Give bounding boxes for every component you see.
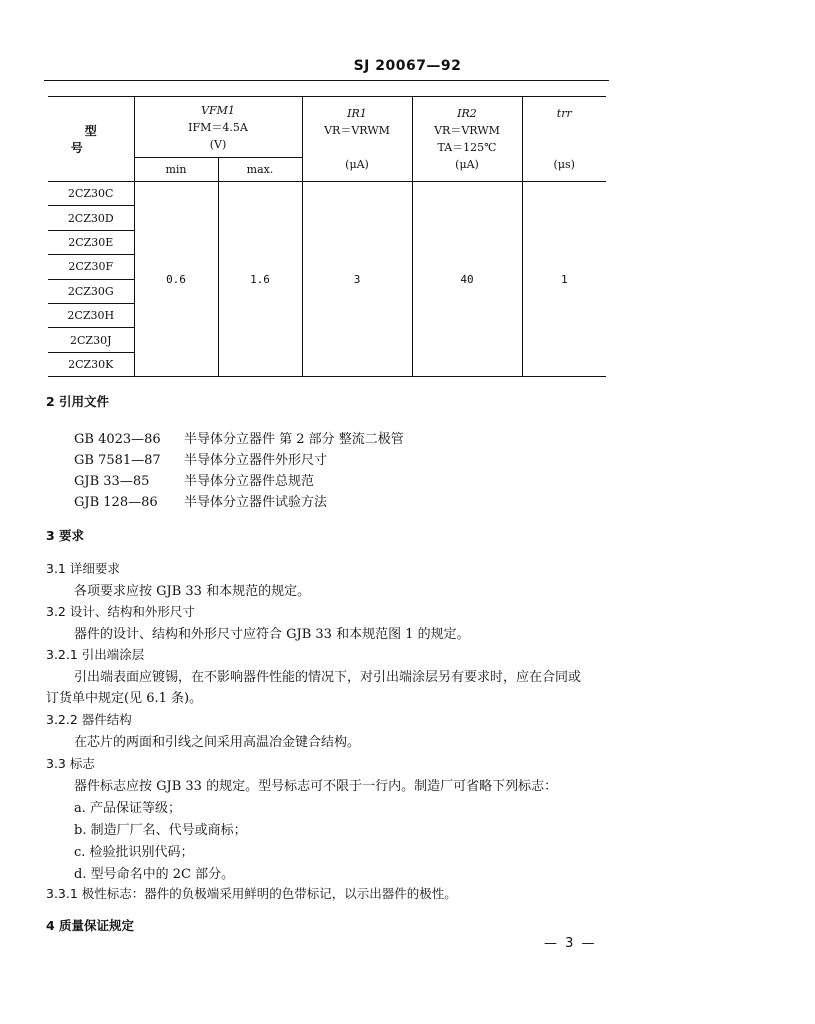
reference-item: GB 4023—86 半导体分立器件 第 2 部分 整流二极管 [74, 432, 404, 447]
trr-value: 1 [522, 182, 606, 377]
section-3-3-1-text: 3.3.1 极性标志：器件的负极端采用鲜明的色带标记，以示出器件的极性。 [46, 886, 457, 901]
model-cell: 2CZ30G [48, 279, 134, 303]
section-3-title: 3 要求 [46, 528, 85, 543]
marking-item: c. 检验批识别代码； [74, 845, 194, 860]
section-3-3-text: 器件标志应按 GJB 33 的规定。型号标志可不限于一行内。制造厂可省略下列标志： [74, 779, 558, 794]
vfm-max-header: max. [218, 158, 302, 182]
model-header: 型 号 [48, 97, 134, 182]
vfm-min-header: min [134, 158, 218, 182]
section-3-1-title: 3.1 详细要求 [46, 561, 120, 576]
model-cell: 2CZ30K [48, 352, 134, 376]
page-number: — 3 — [544, 936, 597, 951]
ir1-value: 3 [302, 182, 412, 377]
vfm-header: VFM1 IFM＝4.5A (V) [134, 97, 302, 158]
model-cell: 2CZ30D [48, 206, 134, 230]
vfm-max-value: 1.6 [218, 182, 302, 377]
header-rule [44, 80, 609, 81]
model-cell: 2CZ30E [48, 230, 134, 254]
reference-item: GJB 128—86 半导体分立器件试验方法 [74, 495, 328, 510]
section-3-2-text: 器件的设计、结构和外形尺寸应符合 GJB 33 和本规范图 1 的规定。 [74, 627, 470, 642]
document-number: SJ 20067—92 [353, 58, 462, 74]
section-3-2-1-text-cont: 订货单中规定(见 6.1 条)。 [46, 691, 203, 706]
section-3-2-1-title: 3.2.1 引出端涂层 [46, 647, 145, 662]
section-3-2-title: 3.2 设计、结构和外形尺寸 [46, 604, 195, 619]
reference-item: GB 7581—87 半导体分立器件外形尺寸 [74, 453, 328, 468]
marking-item: d. 型号命名中的 2C 部分。 [74, 867, 235, 882]
trr-header: trr (μs) [522, 97, 606, 182]
section-3-2-2-text: 在芯片的两面和引线之间采用高温冶金键合结构。 [74, 735, 361, 750]
model-cell: 2CZ30F [48, 255, 134, 279]
ir2-header: IR2 VR＝VRWM TA＝125℃ (μA) [412, 97, 522, 182]
section-3-3-title: 3.3 标志 [46, 756, 95, 771]
section-3-2-2-title: 3.2.2 器件结构 [46, 712, 132, 727]
ir1-header: IR1 VR＝VRWM (μA) [302, 97, 412, 182]
section-4-title: 4 质量保证规定 [46, 918, 135, 933]
section-3-2-1-text: 引出端表面应镀锡，在不影响器件性能的情况下，对引出端涂层另有要求时，应在合同或 [74, 670, 582, 685]
section-3-1-text: 各项要求应按 GJB 33 和本规范的规定。 [74, 584, 311, 599]
reference-item: GJB 33—85 半导体分立器件总规范 [74, 474, 315, 489]
section-2-title: 2 引用文件 [46, 394, 110, 409]
marking-item: b. 制造厂厂名、代号或商标； [74, 823, 247, 838]
model-cell: 2CZ30J [48, 328, 134, 352]
rating-table [48, 96, 606, 377]
marking-item: a. 产品保证等级； [74, 801, 182, 816]
model-cell: 2CZ30C [48, 182, 134, 206]
ir2-value: 40 [412, 182, 522, 377]
vfm-min-value: 0.6 [134, 182, 218, 377]
model-cell: 2CZ30H [48, 303, 134, 327]
